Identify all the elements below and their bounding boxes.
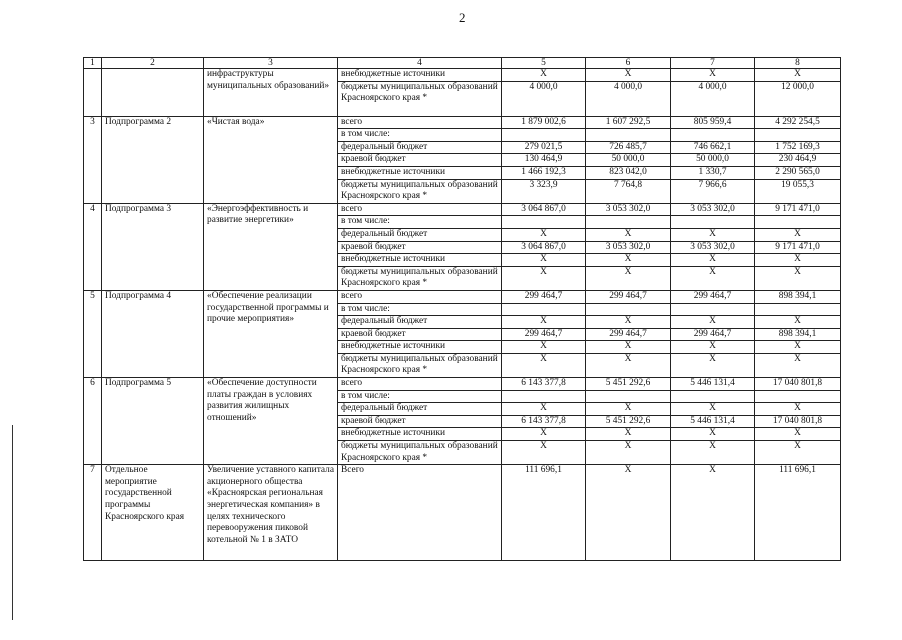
value-cell-v8: Х (755, 428, 841, 441)
value-cell-v8 (755, 390, 841, 403)
program-name-cell: Подпрограмма 4 (102, 290, 204, 377)
value-cell-v7: Х (671, 441, 755, 465)
header-cell: 2 (102, 58, 204, 69)
row-number-cell: 4 (84, 203, 102, 290)
value-cell-v6: 299 464,7 (586, 290, 671, 303)
value-cell-v7: Х (671, 465, 755, 561)
row-number-cell: 5 (84, 290, 102, 377)
value-cell-v5: 6 143 377,8 (502, 378, 586, 391)
budget-table (83, 57, 841, 561)
funding-source-cell: федеральный бюджет (338, 228, 502, 241)
value-cell-v7: 1 330,7 (671, 166, 755, 179)
value-cell-v7: 5 446 131,4 (671, 378, 755, 391)
value-cell-v6: Х (586, 69, 671, 82)
value-cell-v5: Х (502, 254, 586, 267)
value-cell-v6: Х (586, 341, 671, 354)
value-cell-v5: 111 696,1 (502, 465, 586, 561)
value-cell-v5: 1 466 192,3 (502, 166, 586, 179)
value-cell-v8: 19 055,3 (755, 179, 841, 203)
table-row (84, 116, 841, 129)
program-name-cell: Подпрограмма 2 (102, 116, 204, 203)
value-cell-v7 (671, 390, 755, 403)
funding-source-cell: бюджеты муниципальных образований Красноярского края * (338, 441, 502, 465)
value-cell-v5: Х (502, 266, 586, 290)
table-row (84, 290, 841, 303)
value-cell-v5 (502, 390, 586, 403)
value-cell-v6: 5 451 292,6 (586, 378, 671, 391)
funding-source-cell: краевой бюджет (338, 328, 502, 341)
value-cell-v7: Х (671, 341, 755, 354)
funding-source-cell: бюджеты муниципальных образований Красноярского края * (338, 179, 502, 203)
program-title-cell: «Обеспечение доступности платы граждан в условиях развития жилищных отношений» (204, 378, 338, 465)
value-cell-v8: Х (755, 228, 841, 241)
value-cell-v8: Х (755, 254, 841, 267)
value-cell-v8: 17 040 801,8 (755, 415, 841, 428)
value-cell-v8: Х (755, 341, 841, 354)
header-cell: 1 (84, 58, 102, 69)
value-cell-v6: Х (586, 316, 671, 329)
funding-source-cell: федеральный бюджет (338, 316, 502, 329)
value-cell-v8 (755, 216, 841, 229)
value-cell-v6: 3 053 302,0 (586, 241, 671, 254)
value-cell-v7: 50 000,0 (671, 154, 755, 167)
funding-source-cell: федеральный бюджет (338, 141, 502, 154)
value-cell-v5: 299 464,7 (502, 328, 586, 341)
value-cell-v8: 9 171 471,0 (755, 203, 841, 216)
value-cell-v5: Х (502, 403, 586, 416)
funding-source-cell: в том числе: (338, 390, 502, 403)
value-cell-v5: 1 879 002,6 (502, 116, 586, 129)
value-cell-v7: Х (671, 353, 755, 377)
value-cell-v6: Х (586, 428, 671, 441)
table-row (84, 465, 841, 561)
value-cell-v6: 3 053 302,0 (586, 203, 671, 216)
value-cell-v8: 898 394,1 (755, 290, 841, 303)
funding-source-cell: Всего (338, 465, 502, 561)
value-cell-v7 (671, 216, 755, 229)
value-cell-v6: 1 607 292,5 (586, 116, 671, 129)
funding-source-cell: в том числе: (338, 216, 502, 229)
value-cell-v5: Х (502, 341, 586, 354)
scan-margin-line (12, 425, 13, 620)
funding-source-cell: всего (338, 203, 502, 216)
value-cell-v8: 17 040 801,8 (755, 378, 841, 391)
funding-source-cell: внебюджетные источники (338, 254, 502, 267)
value-cell-v8: Х (755, 316, 841, 329)
table-row (84, 203, 841, 216)
value-cell-v7: 299 464,7 (671, 328, 755, 341)
value-cell-v6: Х (586, 465, 671, 561)
value-cell-v5: Х (502, 69, 586, 82)
value-cell-v7: 746 662,1 (671, 141, 755, 154)
program-name-cell: Подпрограмма 5 (102, 378, 204, 465)
header-cell: 8 (755, 58, 841, 69)
value-cell-v7: 805 959,4 (671, 116, 755, 129)
funding-source-cell: внебюджетные источники (338, 341, 502, 354)
funding-source-cell: бюджеты муниципальных образований Красноярского края * (338, 353, 502, 377)
value-cell-v5: Х (502, 441, 586, 465)
row-number-cell: 3 (84, 116, 102, 203)
value-cell-v7: 299 464,7 (671, 290, 755, 303)
value-cell-v5: 3 064 867,0 (502, 203, 586, 216)
value-cell-v5: Х (502, 428, 586, 441)
value-cell-v6 (586, 303, 671, 316)
header-cell: 6 (586, 58, 671, 69)
value-cell-v8: 2 290 565,0 (755, 166, 841, 179)
value-cell-v5: 4 000,0 (502, 81, 586, 116)
row-number-cell (84, 69, 102, 117)
value-cell-v8: 230 464,9 (755, 154, 841, 167)
funding-source-cell: всего (338, 378, 502, 391)
value-cell-v7: 4 000,0 (671, 81, 755, 116)
value-cell-v7 (671, 303, 755, 316)
value-cell-v8: Х (755, 69, 841, 82)
value-cell-v7: 3 053 302,0 (671, 203, 755, 216)
program-title-cell: Увеличение уставного капитала акционерного общества «Красноярская региональная энергетическая компания» в целях технического перевооружения пиковой котельной № 1 в ЗАТО (204, 465, 338, 561)
value-cell-v5 (502, 303, 586, 316)
program-title-cell: «Чистая вода» (204, 116, 338, 203)
value-cell-v6: Х (586, 403, 671, 416)
value-cell-v8: 111 696,1 (755, 465, 841, 561)
funding-source-cell: внебюджетные источники (338, 428, 502, 441)
value-cell-v6: Х (586, 254, 671, 267)
value-cell-v5: Х (502, 353, 586, 377)
value-cell-v6: 4 000,0 (586, 81, 671, 116)
program-name-cell (102, 69, 204, 117)
value-cell-v5: 3 064 867,0 (502, 241, 586, 254)
value-cell-v8 (755, 303, 841, 316)
value-cell-v6: Х (586, 266, 671, 290)
funding-source-cell: в том числе: (338, 129, 502, 142)
value-cell-v8: 9 171 471,0 (755, 241, 841, 254)
value-cell-v6: Х (586, 228, 671, 241)
value-cell-v7: Х (671, 428, 755, 441)
row-number-cell: 7 (84, 465, 102, 561)
value-cell-v8: 4 292 254,5 (755, 116, 841, 129)
program-title-cell: «Энергоэффективность и развитие энергетики» (204, 203, 338, 290)
value-cell-v8 (755, 129, 841, 142)
funding-source-cell: краевой бюджет (338, 415, 502, 428)
header-cell: 7 (671, 58, 755, 69)
funding-source-cell: бюджеты муниципальных образований Красноярского края * (338, 266, 502, 290)
header-cell: 4 (338, 58, 502, 69)
value-cell-v5: 130 464,9 (502, 154, 586, 167)
table-row (84, 378, 841, 391)
value-cell-v6: 50 000,0 (586, 154, 671, 167)
value-cell-v7: Х (671, 316, 755, 329)
value-cell-v7: Х (671, 266, 755, 290)
value-cell-v6: 823 042,0 (586, 166, 671, 179)
value-cell-v6: 7 764,8 (586, 179, 671, 203)
table-row (84, 69, 841, 82)
value-cell-v8: Х (755, 403, 841, 416)
value-cell-v6 (586, 216, 671, 229)
header-cell: 5 (502, 58, 586, 69)
value-cell-v8: Х (755, 266, 841, 290)
value-cell-v8: Х (755, 353, 841, 377)
funding-source-cell: в том числе: (338, 303, 502, 316)
value-cell-v6 (586, 390, 671, 403)
value-cell-v6 (586, 129, 671, 142)
value-cell-v6: Х (586, 441, 671, 465)
page-number: 2 (459, 10, 466, 25)
value-cell-v6: 726 485,7 (586, 141, 671, 154)
row-number-cell: 6 (84, 378, 102, 465)
value-cell-v6: 5 451 292,6 (586, 415, 671, 428)
value-cell-v8: 12 000,0 (755, 81, 841, 116)
header-row (84, 58, 841, 69)
program-title-cell: «Обеспечение реализации государственной программы и прочие мероприятия» (204, 290, 338, 377)
value-cell-v8: 898 394,1 (755, 328, 841, 341)
value-cell-v5 (502, 216, 586, 229)
funding-source-cell: краевой бюджет (338, 241, 502, 254)
funding-source-cell: всего (338, 116, 502, 129)
funding-source-cell: внебюджетные источники (338, 166, 502, 179)
value-cell-v5: 6 143 377,8 (502, 415, 586, 428)
value-cell-v8: Х (755, 441, 841, 465)
program-title-cell: инфраструктуры муниципальных образований» (204, 69, 338, 117)
value-cell-v5 (502, 129, 586, 142)
value-cell-v6: 299 464,7 (586, 328, 671, 341)
program-name-cell: Подпрограмма 3 (102, 203, 204, 290)
value-cell-v5: 3 323,9 (502, 179, 586, 203)
value-cell-v5: Х (502, 316, 586, 329)
value-cell-v5: 279 021,5 (502, 141, 586, 154)
value-cell-v7: Х (671, 254, 755, 267)
value-cell-v7: 7 966,6 (671, 179, 755, 203)
funding-source-cell: федеральный бюджет (338, 403, 502, 416)
value-cell-v6: Х (586, 353, 671, 377)
value-cell-v8: 1 752 169,3 (755, 141, 841, 154)
value-cell-v7: 3 053 302,0 (671, 241, 755, 254)
value-cell-v5: 299 464,7 (502, 290, 586, 303)
funding-source-cell: бюджеты муниципальных образований Красноярского края * (338, 81, 502, 116)
value-cell-v7: Х (671, 403, 755, 416)
value-cell-v7: Х (671, 69, 755, 82)
funding-source-cell: краевой бюджет (338, 154, 502, 167)
funding-source-cell: всего (338, 290, 502, 303)
value-cell-v7 (671, 129, 755, 142)
header-cell: 3 (204, 58, 338, 69)
funding-source-cell: внебюджетные источники (338, 69, 502, 82)
value-cell-v7: Х (671, 228, 755, 241)
program-name-cell: Отдельное мероприятие государственной программы Красноярского края (102, 465, 204, 561)
value-cell-v5: Х (502, 228, 586, 241)
value-cell-v7: 5 446 131,4 (671, 415, 755, 428)
